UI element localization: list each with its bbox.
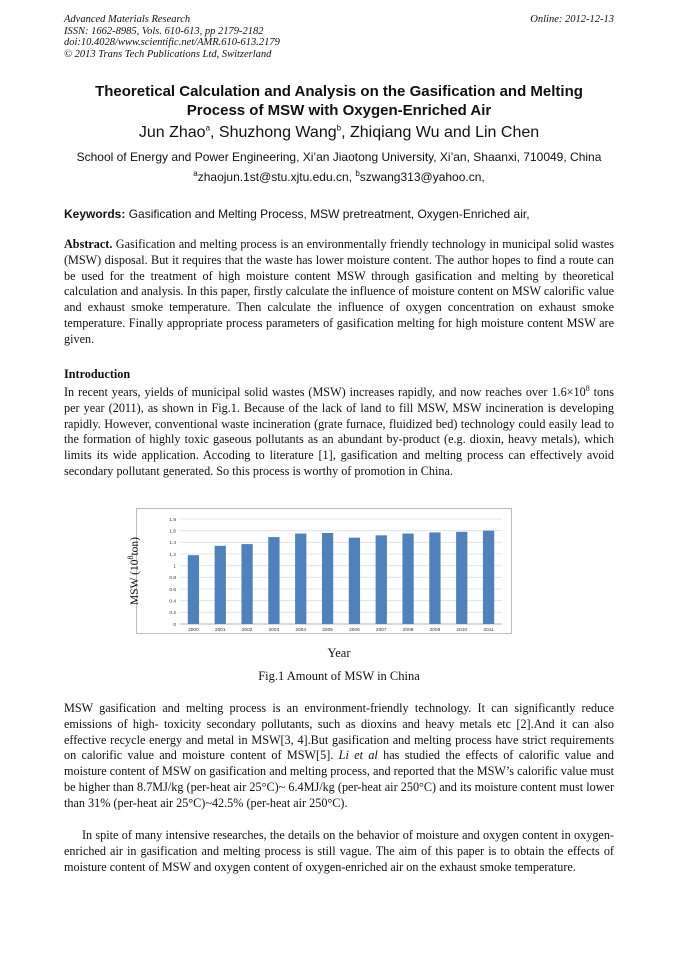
copyright: © 2013 Trans Tech Publications Ltd, Switzerland	[64, 48, 272, 60]
x-tick-label: 2009	[429, 628, 441, 633]
affiliation: School of Energy and Power Engineering, Xi’an Jiaotong University, Xi’an, Shaanxi, 710049, China	[76, 150, 602, 164]
intro-p2-a: MSW gasification and melting process is an environment-friendly technology. It can significantly reduce emissions of high- toxicity secondary pollutants, such as dioxins and heavy metals etc [2].And it can also effective recycle energy and metal in MSW[3, 4].But gasification and melting process have strict requirements on calorific value and moisture content of MSW[5].	[64, 701, 614, 763]
bar-2001	[215, 546, 226, 624]
msw-bar-chart	[136, 508, 512, 634]
journal-header	[64, 14, 614, 60]
abstract-label: Abstract.	[64, 237, 113, 251]
x-tick-label: 2010	[456, 628, 468, 633]
author-2: Shuzhong Wang	[218, 124, 337, 141]
email-a: zhaojun.1st@stu.xjtu.edu.cn,	[197, 170, 352, 184]
x-tick-label: 2004	[295, 628, 307, 633]
emails	[64, 170, 614, 185]
y-tick-label: 1.8	[169, 517, 176, 523]
authors: Jun Zhao$^a$, Shuzhong Wang$^b$, Zhiqiang Wu and Lin Chen	[138, 123, 540, 141]
y-tick-label: 0.4	[169, 599, 176, 605]
keywords-label: Keywords:	[64, 207, 126, 221]
ylabel-pre: MSW (10	[129, 559, 141, 606]
bar-2008	[402, 534, 413, 624]
journal-name: Advanced Materials Research	[64, 14, 191, 25]
ylabel-sup: 8	[126, 555, 136, 560]
author-1: Jun Zhao	[138, 124, 206, 141]
x-tick-label: 2008	[402, 628, 414, 633]
author-1-sup: a	[205, 123, 211, 133]
email-b-sup: b	[355, 169, 360, 178]
y-tick-label: 0.8	[169, 576, 176, 582]
x-tick-label: 2002	[241, 628, 253, 633]
bar-2006	[349, 538, 360, 624]
intro-p1-a: In recent years, yields of municipal solid wastes (MSW) increases rapidly, and now reaches over 1.6×10	[64, 385, 586, 399]
x-tick-label: 2006	[349, 628, 360, 633]
title-line-1: Theoretical Calculation and Analysis on the Gasification and Melting	[95, 83, 583, 100]
y-tick-label: 1.4	[169, 541, 176, 547]
y-tick-label: 1	[173, 564, 176, 570]
email-b: szwang313@yahoo.cn,	[359, 170, 485, 184]
intro-p1-b: tons per year (2011), as shown in Fig.1. Because of the lack of land to fill MSW, MSW incineration is developing rapidly. However, conventional waste incineration (grate furnace, fluidized bed) technology could easily lead to the formation of highly toxic gaseous pollutants as an abundant by-product (e.g. dioxin, heavy metals), which limits its wide application. Accoding to literature [1], gasification and melting process can effectively avoid secondary pollutant generated. So this process is worthy of promotion in China.	[64, 385, 614, 478]
intro-paragraph-3: In spite of many intensive researches, the details on the behavior of moisture and oxygen content in oxygen-enriched air in gasification and melting process is still vague. The aim of this paper is to obtain the effects of moisture content of MSW and oxygen content of oxygen-enriched air on the exhaust smoke temperature.	[64, 828, 614, 874]
x-tick-label: 2007	[375, 628, 387, 633]
bar-2011	[483, 531, 494, 624]
bar-2007	[376, 535, 387, 624]
x-tick-label: 2011	[483, 628, 494, 633]
y-tick-label: 1.2	[169, 552, 176, 558]
bar-2004	[295, 534, 306, 624]
intro-p2-b: has studied the effects of calorific value and moisture content of MSW on gasification and melting process, and reported that the MSW’s calorific value must be higher than 8.7MJ/kg (per-heat air 25°C)~ 6.4MJ/kg (per-heat air 250°C) and its moisture content must lower than 31% (per-heat air 25°C)~42.5% (per-heat air 250°C).	[64, 748, 614, 810]
intro-p2-italic: Li et al	[338, 748, 378, 763]
y-tick-label: 0.6	[169, 587, 176, 593]
bar-2002	[241, 544, 252, 624]
bar-2005	[322, 533, 333, 624]
online-date: Online: 2012-12-13	[530, 14, 614, 25]
issn: ISSN: 1662-8985, Vols. 610-613, pp 2179-2182	[64, 25, 264, 37]
intro-p1-sup: 8	[585, 383, 590, 393]
keywords-text: Gasification and Melting Process, MSW pretreatment, Oxygen-Enriched air,	[125, 207, 530, 221]
y-tick-label: 0.2	[169, 611, 176, 617]
ylabel-post: ton)	[129, 536, 141, 556]
chart-x-axis-label: Year	[327, 646, 351, 660]
y-tick-label: 1.6	[169, 529, 176, 535]
abstract	[64, 237, 614, 348]
paper-title	[64, 82, 614, 120]
x-tick-label: 2001	[214, 628, 226, 633]
y-tick-label: 0	[173, 622, 176, 628]
x-tick-label: 2005	[322, 628, 333, 633]
bar-2000	[188, 555, 199, 624]
author-2-sup: b	[336, 123, 342, 133]
authors-rest: , Zhiqiang Wu and Lin Chen	[341, 124, 540, 141]
bar-2009	[429, 532, 440, 624]
x-tick-label: 2000	[188, 628, 199, 633]
doi: doi:10.4028/www.scientific.net/AMR.610-613.2179	[64, 37, 280, 48]
figure-caption: Fig.1 Amount of MSW in China	[258, 669, 420, 683]
section-heading-introduction: Introduction	[64, 367, 131, 381]
bar-2003	[268, 537, 279, 624]
abstract-text: Gasification and melting process is an environmentally friendly technology in municipal solid wastes (MSW) disposal. But it requires that the waste has lower moisture content. The author hopes to find a route can be used for the treatment of high moisture content MSW through gasification and melting by theoretical calculation and analysis. In this paper, firstly calculate the influence of moisture content on MSW calorific value and exhaust smoke temperature. Then calculate the influence of oxygen concentration on exhaust smoke temperature. Finally appropriate process parameters of gasification melting for high moisture content MSW are given.	[64, 237, 614, 346]
keywords	[64, 207, 614, 222]
x-tick-label: 2003	[268, 628, 280, 633]
email-a-sup: a	[193, 169, 198, 178]
title-line-2: Process of MSW with Oxygen-Enriched Air	[186, 102, 492, 119]
bar-2010	[456, 532, 467, 624]
intro-paragraph-1	[64, 385, 614, 480]
intro-paragraph-2	[64, 701, 614, 812]
